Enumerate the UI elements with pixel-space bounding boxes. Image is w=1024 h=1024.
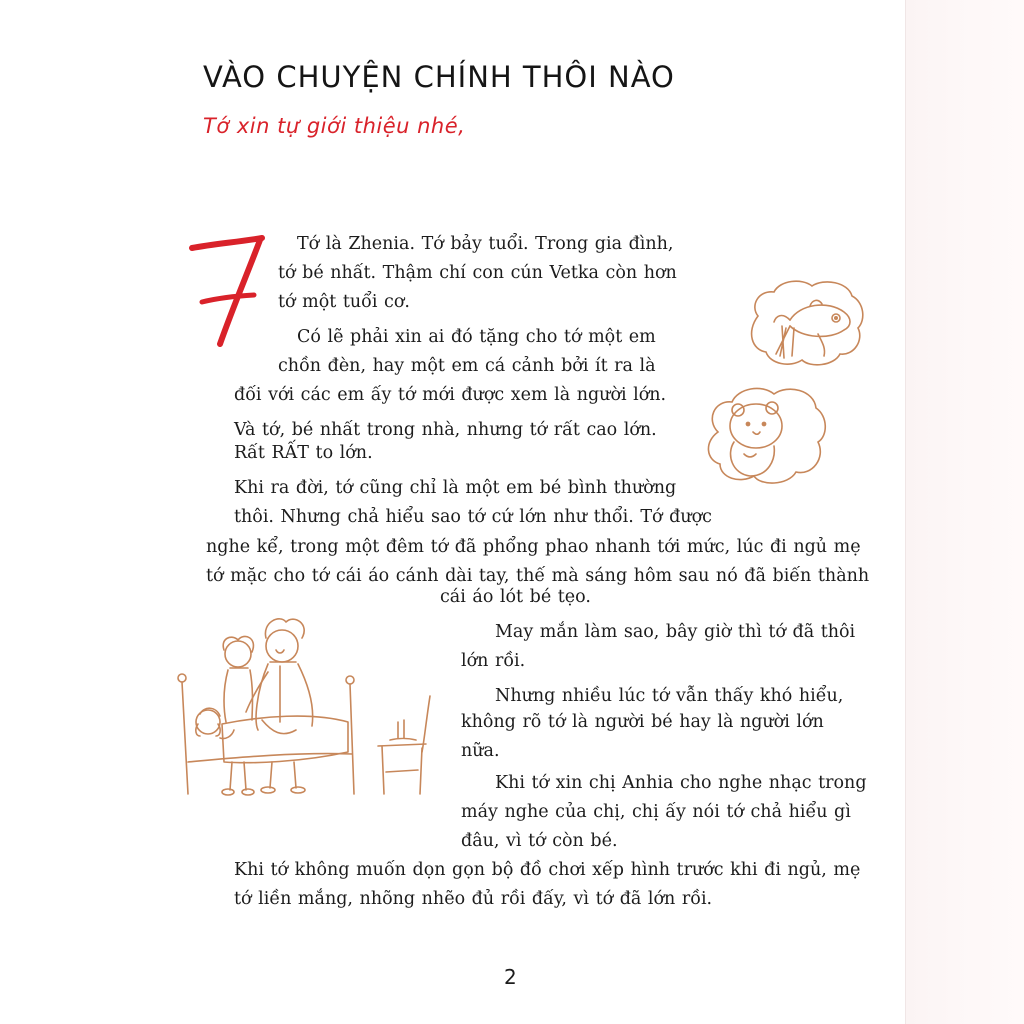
text-line: tớ bé nhất. Thậm chí con cún Vetka còn hơn — [278, 263, 677, 283]
text-line: tớ mặc cho tớ cái áo cánh dài tay, thế mà sáng hôm sau nó đã biến thành — [206, 566, 870, 586]
text-line: Và tớ, bé nhất trong nhà, nhưng tớ rất cao lớn. — [234, 420, 657, 440]
text-line: Khi tớ không muốn dọn gọn bộ đồ chơi xếp hình trước khi đi ngủ, mẹ — [234, 860, 861, 880]
text-line: đâu, vì tớ còn bé. — [461, 831, 618, 851]
chapter-subtitle: Tớ xin tự giới thiệu nhé, — [203, 114, 466, 138]
family-bedside-illustration — [172, 612, 442, 802]
text-line: cái áo lót bé tẹo. — [440, 587, 591, 607]
hamster-thought-bubble-icon — [704, 384, 830, 488]
text-line: Tớ là Zhenia. Tớ bảy tuổi. Trong gia đình, — [297, 234, 674, 254]
text-line: nghe kể, trong một đêm tớ đã phổng phao nhanh tới mức, lúc đi ngủ mẹ — [206, 537, 861, 557]
page-number: 2 — [504, 965, 517, 989]
text-line: Khi tớ xin chị Anhia cho nghe nhạc trong — [495, 773, 867, 793]
text-line: Nhưng nhiều lúc tớ vẫn thấy khó hiểu, — [495, 686, 844, 706]
text-line: không rõ tớ là người bé hay là người lớn — [461, 712, 824, 732]
page-edge-shadow — [905, 0, 1024, 1024]
text-line: Rất RẤT to lớn. — [234, 443, 373, 463]
text-line: tớ liền mắng, nhõng nhẽo đủ rồi đấy, vì tớ đã lớn rồi. — [234, 889, 713, 909]
text-line: tớ một tuổi cơ. — [278, 292, 410, 312]
fish-thought-bubble-icon — [744, 276, 868, 372]
text-line: thôi. Nhưng chả hiểu sao tớ cứ lớn như thổi. Tớ được — [234, 507, 712, 527]
text-line: chồn đèn, hay một em cá cảnh bởi ít ra là — [278, 356, 656, 376]
text-line: máy nghe của chị, chị ấy nói tớ chả hiểu gì — [461, 802, 851, 822]
chapter-title: VÀO CHUYỆN CHÍNH THÔI NÀO — [203, 60, 675, 94]
text-line: May mắn làm sao, bây giờ thì tớ đã thôi — [495, 622, 856, 642]
text-line: Có lẽ phải xin ai đó tặng cho tớ một em — [297, 327, 656, 347]
digit-seven-drop-cap — [188, 232, 266, 348]
text-line: nữa. — [461, 741, 500, 761]
text-line: đối với các em ấy tớ mới được xem là người lớn. — [234, 385, 667, 405]
text-line: Khi ra đời, tớ cũng chỉ là một em bé bình thường — [234, 478, 677, 498]
text-line: lớn rồi. — [461, 651, 526, 671]
